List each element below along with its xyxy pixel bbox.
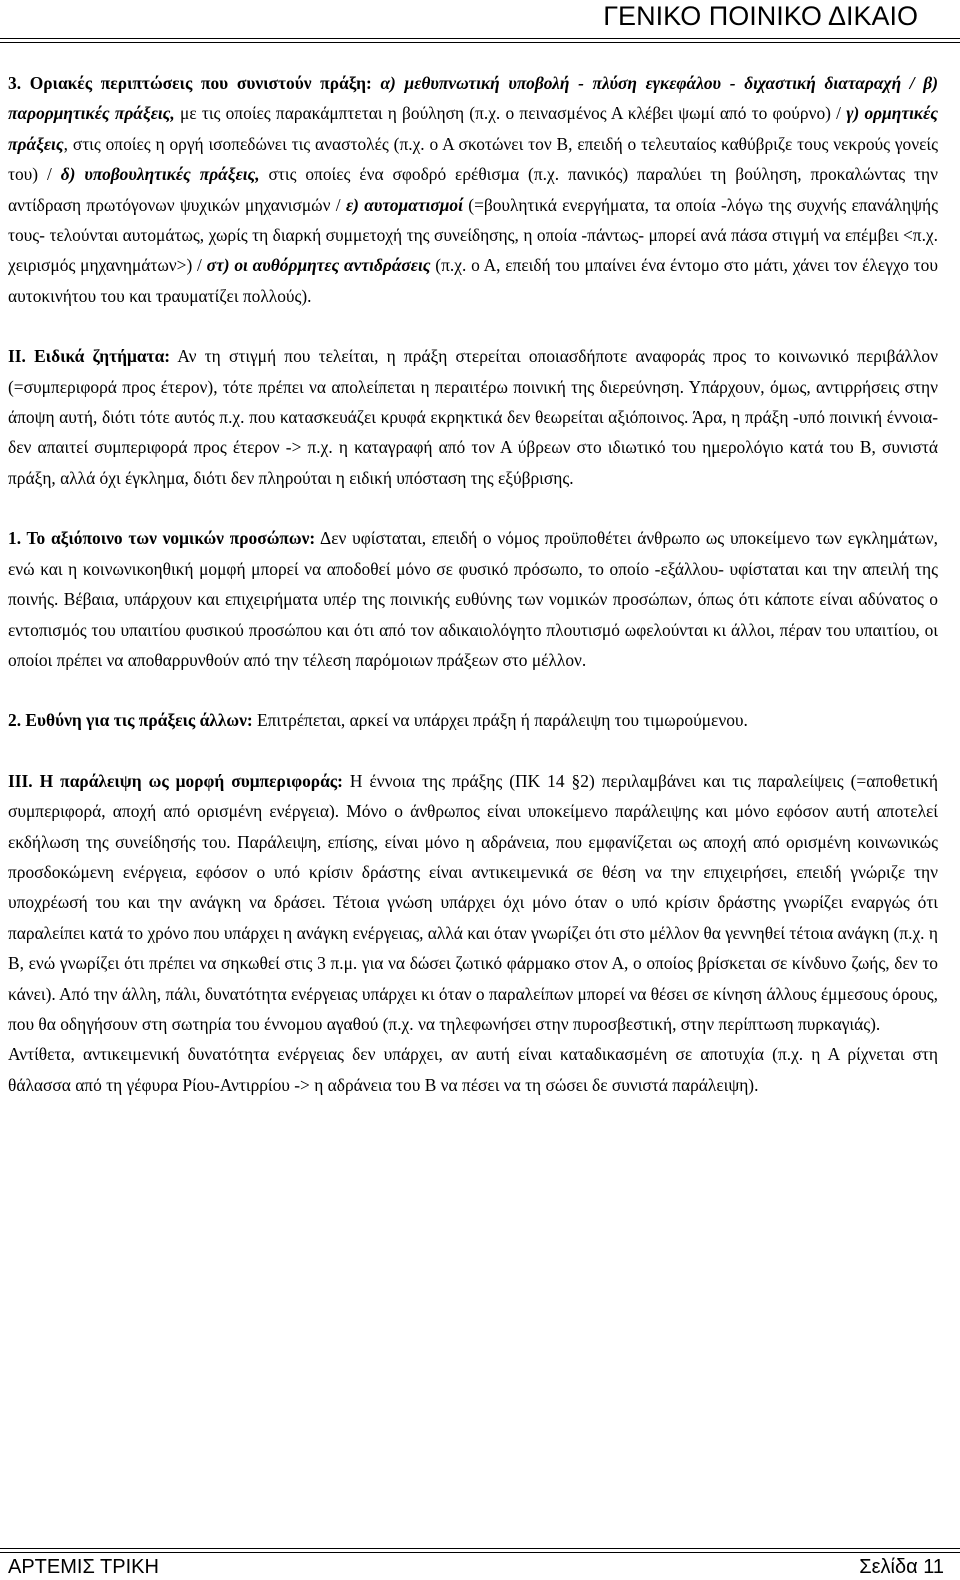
header-title: ΓΕΝΙΚΟ ΠΟΙΝΙΚΟ ΔΙΚΑΙΟ — [603, 1, 918, 31]
header-rule — [0, 38, 960, 39]
case-a-text: με τις οποίες παρακάμπτεται η βούληση (π.χ. ο πεινασμένος Α κλέβει ψωμί από το φούρνο) / — [174, 103, 847, 124]
case-st-label: στ) οι αυθόρμητες αντιδράσεις — [206, 255, 431, 276]
paragraph-special-issues — [8, 341, 938, 493]
case-d-text: στις οποίες ένα σφοδρό ερέθισμα (π.χ. πανικός) παραλύει τη βούληση, προκαλώντας την αντίδραση πρωτόγονων ψυχικών μηχανισμών / — [8, 164, 938, 215]
section-iii-text: Η έννοια της πράξης (ΠΚ 14 §2) περιλαμβάνει και τις παραλείψεις (=αποθετική συμπεριφορά, αποχή από ορισμένη ενέργεια). Μόνο ο άνθρωπος είναι υποκείμενο παράλειψης και μόνο εφόσον αυτή αποτελεί εκδήλωση της συνείδησής του. Παράλειψη, επίσης, είναι μόνο η αδράνεια, που εμφανίζεται ως αποχή από ορισμένη κοινωνικώς προσδοκώμενη ενέργεια, εφόσον ο υπό κρίσιν δράστης είναι αντικειμενικά σε θέση να την επιχειρήσει, επειδή γνώριζε την υποχρέωσή του και την ανάγκη να δράσει. Τέτοια γνώση υπάρχει όχι μόνο όταν ο υπό κρίσιν δράστης γνωρίζει εναργώς ότι παραλείπει κατά το χρόνο που υπάρχει η ανάγκη ενέργειας, αλλά και όταν γνωρίζει ότι στο μέλλον θα γεννηθεί τέτοια ανάγκη (π.χ. η Β, ενώ γνωρίζει ότι πρέπει να σηκωθεί στις 3 π.μ. για να δώσει ζωτικό φάρμακο στον Α, ο οποίος βρίσκεται σε κίνδυνο ζωής, δεν το κάνει). Από την άλλη, πάλι, δυνατότητα ενέργειας υπάρχει κι όταν ο παραλείπων μπορεί να θέσει σε κίνηση άλλους έμμεσους όρους, που θα οδηγήσουν στη σωτηρία του έννομου αγαθού (π.χ. να τηλεφωνήσει στην πυροσβεστική, στην περίπτωση πυρκαγιάς). — [8, 770, 938, 1034]
case-g-text: , στις οποίες η οργή ισοπεδώνει τις αναστολές (π.χ. ο Α σκοτώνει τον Β, επειδή ο τελευταίος καθύβριζε τους νεκρούς γονείς του) / — [8, 133, 938, 185]
section-3-heading: 3. Οριακές περιπτώσεις που συνιστούν πράξη: — [8, 73, 372, 93]
footer-rule — [0, 1552, 960, 1553]
section-ii-heading: ΙΙ. Ειδικά ζητήματα: — [8, 346, 171, 367]
header-rule-thin — [0, 42, 960, 43]
document-body — [8, 68, 938, 1100]
item-2-text: Επιτρέπεται, αρκεί να υπάρχει πράξη ή παράλειψη του τιμωρούμενου. — [252, 710, 748, 731]
section-iii-heading: ΙΙΙ. Η παράλειψη ως μορφή συμπεριφοράς: — [8, 770, 343, 791]
case-d-label: δ) υποβουλητικές πράξεις, — [60, 164, 260, 185]
section-ii-text: Αν τη στιγμή που τελείται, η πράξη στερείται οποιασδήποτε αναφοράς προς το κοινωνικό περιβάλλον (=συμπεριφορά προς έτερον), τότε πρέπει να απολείπεται η περαιτέρω ποινική της διερεύνηση. Υπάρχουν, όμως, αντιρρήσεις στην άποψη αυτή, διότι τότε αυτός π.χ. που κατασκευάζει κρυφά εκρηκτικά δεν θεωρείται αξιόποινος. Άρα, η πράξη -υπό ποινική έννοια- δεν απαιτεί συμπεριφορά προς έτερον -> π.χ. η καταγραφή από τον Α ύβρεων στο ιδιωτικό του ημερολόγιο κατά του Β, συνιστά πράξη, αλλά όχι έγκλημα, διότι δεν πληρούται η ειδική υπόσταση της εξύβρισης. — [8, 346, 938, 488]
case-st-text: (π.χ. ο Α, επειδή του μπαίνει ένα έντομο στο μάτι, χάνει τον έλεγχο του αυτοκινήτου του και τραυματίζει πολλούς). — [8, 255, 938, 306]
item-1-text: Δεν υφίσταται, επειδή ο νόμος προϋποθέτει άνθρωπο ως υποκείμενο των εγκλημάτων, ενώ και η κοινωνικοηθική μομφή μπορεί να αποδοθεί μόνο σε φυσικό πρόσωπο, το οποίο -εξάλλου- υφίσταται και την απειλή της ποινής. Βέβαια, υπάρχουν και επιχειρήματα υπέρ της ποινικής ευθύνης των νομικών προσώπων, όπως ότι κάποτε είναι αδύνατος ο εντοπισμός του υπαιτίου φυσικού προσώπου και ότι από τον αδικαιολόγητο πλουτισμό ωφελούνται κι άλλοι, πέραν του υπαιτίου, οι οποίοι πρέπει να αποθαρρυνθούν από την τέλεση παρόμοιων πράξεων στο μέλλον. — [8, 528, 938, 670]
case-a-label: α) μεθυπνωτική υποβολή - πλύση εγκεφάλου - διχαστική διαταραχή / β) παρορμητικές πράξεις, — [8, 73, 938, 124]
paragraph-legal-persons — [8, 523, 938, 675]
paragraph-borderline-cases — [8, 68, 938, 311]
item-1-heading: 1. Το αξιόποινο των νομικών προσώπων: — [8, 528, 316, 549]
footer-rule-thin — [0, 1548, 960, 1549]
paragraph-liability-others — [8, 705, 938, 735]
footer-page-number: Σελίδα 11 — [859, 1556, 944, 1578]
case-g-label: γ) ορμητικές πράξεις — [8, 103, 938, 154]
paragraph-omission-contrast: Αντίθετα, αντικειμενική δυνατότητα ενέργειας δεν υπάρχει, αν αυτή είναι καταδικασμένη σε αποτυχία (π.χ. η Α ρίχνεται στη θάλασσα από τη γέφυρα Ρίου-Αντιρρίου -> η αδράνεια του Β να πέσει να τη σώσει δε συνιστά παράλειψη). — [8, 1044, 938, 1095]
paragraph-omission — [8, 766, 938, 1040]
case-e-text: (=βουλητικά ενεργήματα, τα οποία -λόγω της συχνής επανάληψής τους- τελούνται αυτομάτως, χωρίς τη διαρκή συμμετοχή της συνείδησης, η οποία -πάντως- μπορεί ανά πάσα στιγμή να επέμβει <π.χ. χειρισμός μηχανημάτων>) / — [8, 194, 938, 276]
footer-author: ΑΡΤΕΜΙΣ ΤΡΙΚΗ — [8, 1556, 159, 1578]
case-e-label: ε) αυτοματισμοί — [345, 194, 463, 215]
item-2-heading: 2. Ευθύνη για τις πράξεις άλλων: — [8, 710, 253, 731]
